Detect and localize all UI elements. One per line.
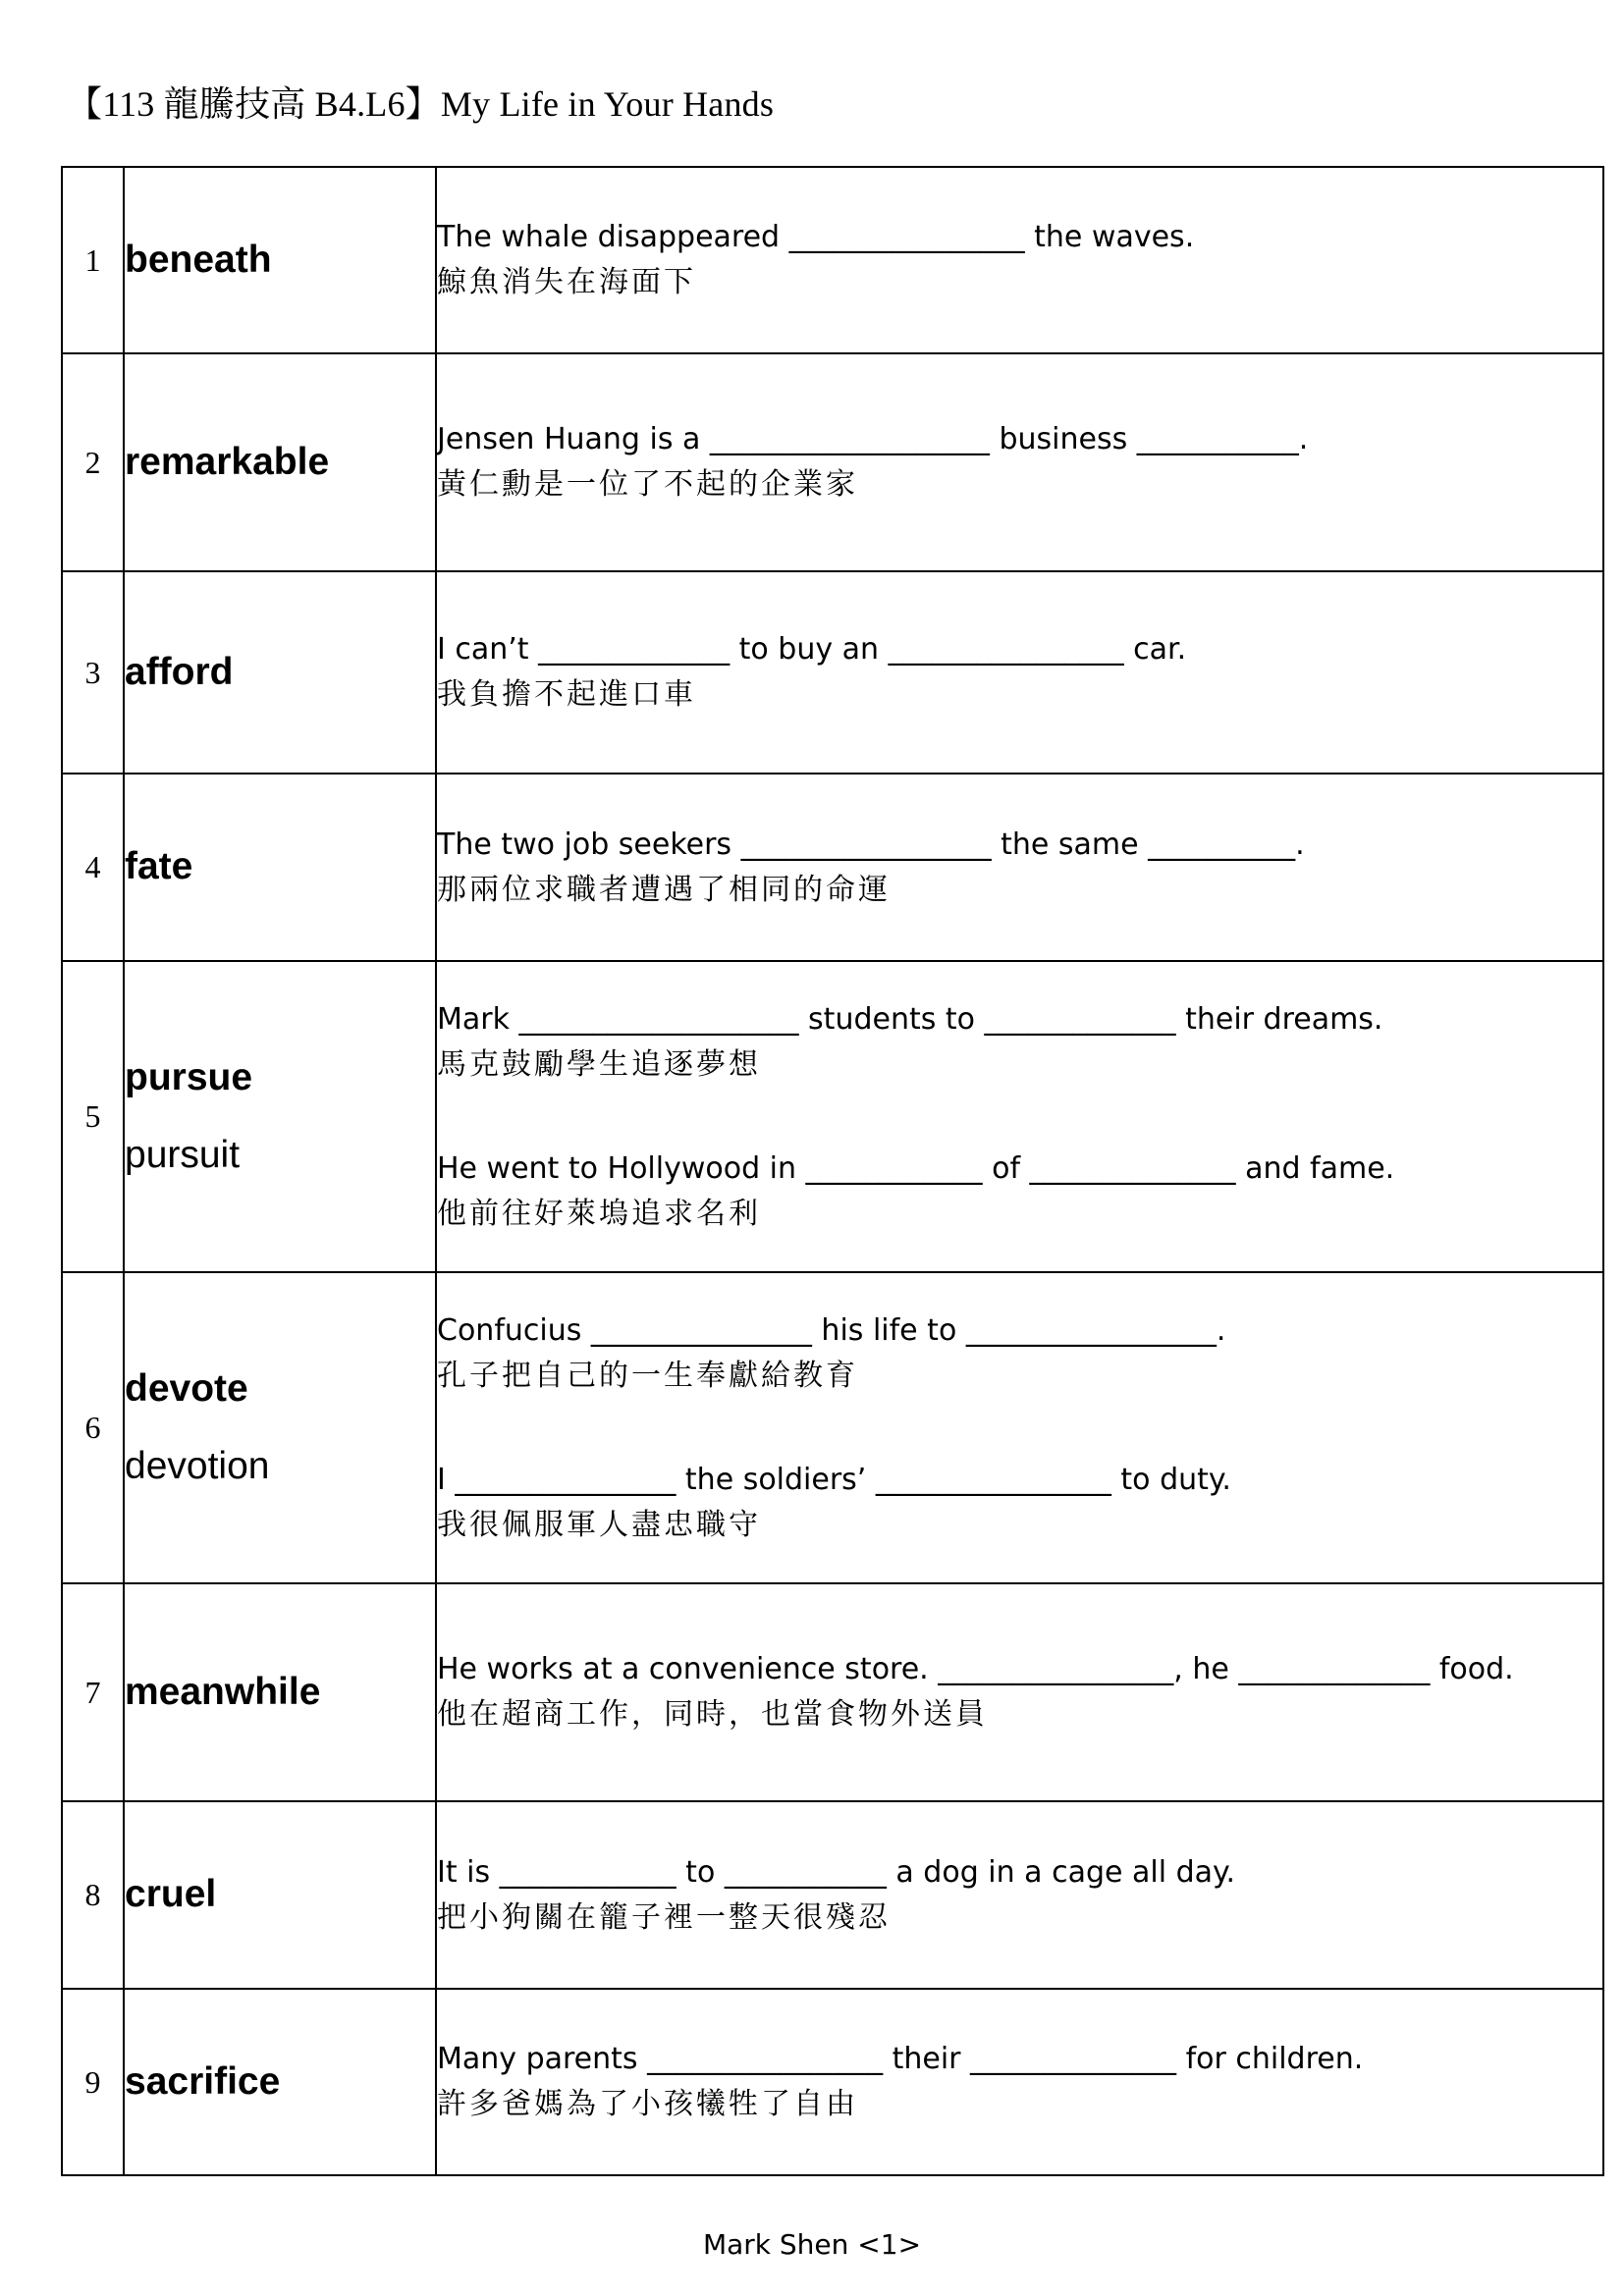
vocab-word-cell (124, 961, 436, 1272)
example-cell (436, 571, 1603, 774)
row-number: 7 (62, 1583, 124, 1801)
english-sentence: He went to Hollywood in ____________ of ______________ and fame. (437, 1150, 1395, 1186)
row-number: 1 (62, 167, 124, 353)
english-sentence: The two job seekers _________________ the same __________. (437, 827, 1305, 862)
page-title: 【113 龍騰技高 B4.L6】My Life in Your Hands (67, 84, 775, 124)
vocab-word-cell (124, 1989, 436, 2175)
row-number: 8 (62, 1801, 124, 1989)
vocab-word-cell (124, 774, 436, 961)
english-sentence: Many parents ________________ their ______________ for children. (437, 2042, 1364, 2076)
row-number: 2 (62, 353, 124, 571)
example-cell (436, 1272, 1603, 1583)
vocab-word-cell (124, 1583, 436, 1801)
example-cell (436, 961, 1603, 1272)
chinese-translation: 孔子把自己的一生奉獻給教育 (437, 1358, 858, 1393)
table-row (62, 961, 1603, 1272)
table-row (62, 571, 1603, 774)
page-footer: Mark Shen <1> (702, 2228, 922, 2261)
row-number: 3 (62, 571, 124, 774)
vocab-word-cell (124, 571, 436, 774)
row-number: 5 (62, 961, 124, 1272)
vocab-word-cell (124, 1801, 436, 1989)
chinese-translation: 我很佩服軍人盡忠職守 (437, 1507, 761, 1542)
english-sentence: I can’t _____________ to buy an ________________ car. (437, 632, 1187, 667)
vocab-word-cell (124, 353, 436, 571)
table-row (62, 1583, 1603, 1801)
headword: fate (125, 845, 193, 888)
vocab-word-cell (124, 167, 436, 353)
english-sentence: He works at a convenience store. ________________, he _____________ food. (437, 1652, 1514, 1686)
chinese-translation: 他前往好萊塢追求名利 (437, 1196, 761, 1231)
headword: meanwhile (125, 1670, 321, 1713)
example-cell (436, 1989, 1603, 2175)
headword: afford (125, 650, 234, 693)
english-sentence: The whale disappeared ________________ the waves. (437, 220, 1195, 254)
table-row (62, 1989, 1603, 2175)
row-number: 9 (62, 1989, 124, 2175)
table-row (62, 1272, 1603, 1583)
headword: sacrifice (125, 2059, 281, 2103)
english-sentence: Mark ___________________ students to _____________ their dreams. (437, 1001, 1383, 1037)
headword: devote (125, 1366, 248, 1410)
row-number: 4 (62, 774, 124, 961)
chinese-translation: 黃仁勳是一位了不起的企業家 (437, 467, 858, 502)
chinese-translation: 馬克鼓勵學生追逐夢想 (437, 1046, 761, 1082)
vocab-word-cell (124, 1272, 436, 1583)
headword: cruel (125, 1873, 217, 1916)
example-cell (436, 1801, 1603, 1989)
chinese-translation: 我負擔不起進口車 (437, 677, 696, 712)
english-sentence: I _______________ the soldiers’ ________________ to duty. (437, 1462, 1231, 1497)
headword: pursue (125, 1055, 253, 1098)
chinese-translation: 他在超商工作，同時，也當食物外送員 (437, 1697, 988, 1732)
table-row (62, 167, 1603, 353)
example-cell (436, 774, 1603, 961)
chinese-translation: 許多爸媽為了小孩犧牲了自由 (437, 2087, 858, 2121)
example-cell (436, 167, 1603, 353)
table-row (62, 353, 1603, 571)
table-row (62, 774, 1603, 961)
derivative-word: devotion (125, 1444, 270, 1487)
chinese-translation: 把小狗關在籠子裡一整天很殘忍 (437, 1899, 891, 1935)
english-sentence: Confucius _______________ his life to _________________. (437, 1312, 1226, 1348)
vocab-table (61, 166, 1604, 2176)
english-sentence: It is ____________ to ___________ a dog in a cage all day. (437, 1854, 1236, 1890)
table-row (62, 1801, 1603, 1989)
row-number: 6 (62, 1272, 124, 1583)
example-cell (436, 1583, 1603, 1801)
example-cell (436, 353, 1603, 571)
chinese-translation: 鯨魚消失在海面下 (437, 265, 696, 299)
english-sentence: Jensen Huang is a ___________________ business ___________. (437, 422, 1309, 456)
derivative-word: pursuit (125, 1133, 241, 1176)
headword: beneath (125, 238, 272, 281)
headword: remarkable (125, 440, 330, 483)
chinese-translation: 那兩位求職者遭遇了相同的命運 (437, 872, 891, 907)
